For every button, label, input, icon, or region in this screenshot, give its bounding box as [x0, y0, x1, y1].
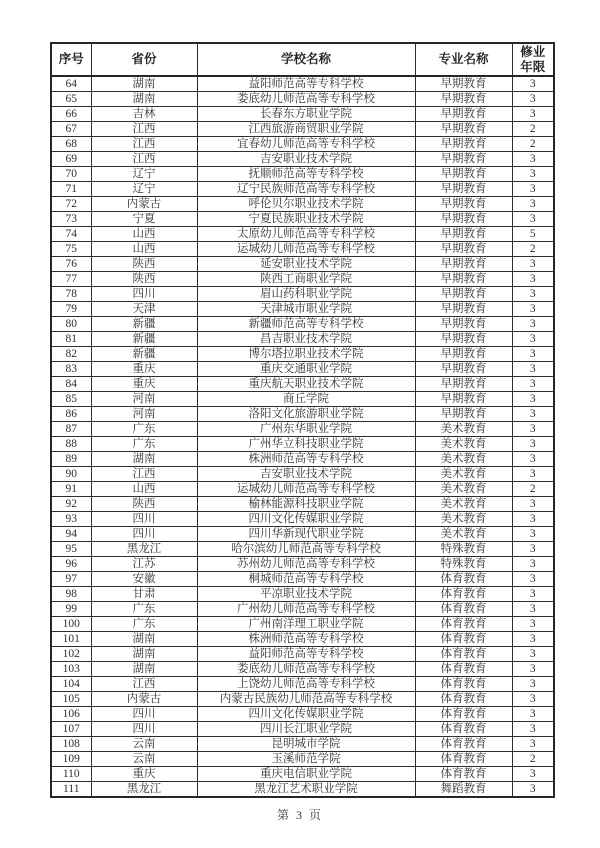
cell-years: 3 [512, 422, 554, 437]
cell-no: 75 [51, 242, 91, 257]
cell-major: 美术教育 [415, 422, 512, 437]
cell-major: 体育教育 [415, 722, 512, 737]
cell-major: 体育教育 [415, 692, 512, 707]
cell-years: 3 [512, 272, 554, 287]
cell-no: 89 [51, 452, 91, 467]
cell-province: 云南 [91, 737, 197, 752]
cell-school: 四川文化传媒职业学院 [197, 512, 415, 527]
table-row [51, 272, 554, 287]
cell-years: 3 [512, 527, 554, 542]
cell-years: 2 [512, 482, 554, 497]
cell-no: 99 [51, 602, 91, 617]
cell-major: 早期教育 [415, 167, 512, 182]
cell-years: 3 [512, 332, 554, 347]
cell-school: 榆林能源科技职业学院 [197, 497, 415, 512]
cell-major: 体育教育 [415, 707, 512, 722]
cell-school: 上饶幼儿师范高等专科学校 [197, 677, 415, 692]
cell-major: 早期教育 [415, 347, 512, 362]
table-row [51, 572, 554, 587]
cell-province: 辽宁 [91, 167, 197, 182]
cell-no: 87 [51, 422, 91, 437]
cell-no: 91 [51, 482, 91, 497]
cell-school: 广州华立科技职业学院 [197, 437, 415, 452]
cell-no: 92 [51, 497, 91, 512]
cell-province: 山西 [91, 482, 197, 497]
cell-no: 65 [51, 92, 91, 107]
cell-no: 79 [51, 302, 91, 317]
table-row [51, 377, 554, 392]
cell-province: 新疆 [91, 317, 197, 332]
cell-province: 河南 [91, 407, 197, 422]
table-row [51, 302, 554, 317]
table-row [51, 92, 554, 107]
page-number: 第 3 页 [276, 808, 323, 822]
cell-years: 3 [512, 377, 554, 392]
cell-years: 3 [512, 782, 554, 798]
cell-years: 3 [512, 76, 554, 92]
cell-major: 舞蹈教育 [415, 782, 512, 798]
table-row [51, 512, 554, 527]
cell-years: 3 [512, 302, 554, 317]
cell-major: 早期教育 [415, 152, 512, 167]
table-row [51, 692, 554, 707]
cell-no: 81 [51, 332, 91, 347]
cell-school: 四川华新现代职业学院 [197, 527, 415, 542]
cell-school: 广州东华职业学院 [197, 422, 415, 437]
cell-no: 107 [51, 722, 91, 737]
cell-school: 娄底幼儿师范高等专科学校 [197, 92, 415, 107]
cell-major: 早期教育 [415, 257, 512, 272]
table-row [51, 497, 554, 512]
table-row [51, 542, 554, 557]
cell-school: 天津城市职业学院 [197, 302, 415, 317]
cell-province: 山西 [91, 227, 197, 242]
cell-school: 株洲师范高等专科学校 [197, 632, 415, 647]
cell-province: 广东 [91, 437, 197, 452]
cell-years: 5 [512, 227, 554, 242]
cell-major: 体育教育 [415, 677, 512, 692]
cell-major: 特殊教育 [415, 542, 512, 557]
cell-major: 美术教育 [415, 512, 512, 527]
table-row [51, 587, 554, 602]
cell-years: 3 [512, 467, 554, 482]
cell-major: 早期教育 [415, 317, 512, 332]
table-row [51, 452, 554, 467]
cell-school: 昆明城市学院 [197, 737, 415, 752]
cell-no: 100 [51, 617, 91, 632]
cell-major: 早期教育 [415, 227, 512, 242]
cell-major: 早期教育 [415, 122, 512, 137]
cell-province: 广东 [91, 602, 197, 617]
cell-years: 3 [512, 362, 554, 377]
table-row [51, 212, 554, 227]
cell-school: 延安职业技术学院 [197, 257, 415, 272]
cell-province: 江西 [91, 152, 197, 167]
cell-major: 体育教育 [415, 632, 512, 647]
header-cell-province: 省份 [91, 43, 197, 76]
cell-province: 四川 [91, 707, 197, 722]
cell-years: 3 [512, 677, 554, 692]
cell-province: 山西 [91, 242, 197, 257]
header-cell-no: 序号 [51, 43, 91, 76]
cell-years: 3 [512, 107, 554, 122]
cell-years: 3 [512, 452, 554, 467]
cell-province: 吉林 [91, 107, 197, 122]
cell-no: 86 [51, 407, 91, 422]
cell-no: 70 [51, 167, 91, 182]
cell-school: 呼伦贝尔职业技术学院 [197, 197, 415, 212]
table-row [51, 392, 554, 407]
cell-province: 江西 [91, 122, 197, 137]
cell-province: 内蒙古 [91, 197, 197, 212]
cell-school: 重庆电信职业学院 [197, 767, 415, 782]
cell-no: 97 [51, 572, 91, 587]
cell-school: 益阳师范高等专科学校 [197, 647, 415, 662]
cell-major: 早期教育 [415, 107, 512, 122]
cell-province: 陕西 [91, 497, 197, 512]
cell-no: 71 [51, 182, 91, 197]
cell-years: 3 [512, 602, 554, 617]
cell-major: 美术教育 [415, 482, 512, 497]
cell-major: 早期教育 [415, 76, 512, 92]
cell-years: 3 [512, 347, 554, 362]
cell-years: 3 [512, 737, 554, 752]
cell-years: 3 [512, 587, 554, 602]
cell-years: 3 [512, 647, 554, 662]
cell-major: 早期教育 [415, 212, 512, 227]
cell-major: 美术教育 [415, 437, 512, 452]
cell-no: 102 [51, 647, 91, 662]
cell-years: 3 [512, 152, 554, 167]
table-row [51, 152, 554, 167]
cell-major: 早期教育 [415, 302, 512, 317]
cell-major: 美术教育 [415, 452, 512, 467]
cell-province: 四川 [91, 722, 197, 737]
cell-no: 66 [51, 107, 91, 122]
table-row [51, 332, 554, 347]
cell-no: 64 [51, 76, 91, 92]
table-row [51, 782, 554, 798]
cell-no: 78 [51, 287, 91, 302]
cell-years: 3 [512, 212, 554, 227]
table-row [51, 752, 554, 767]
cell-years: 3 [512, 692, 554, 707]
cell-school: 运城幼儿师范高等专科学校 [197, 482, 415, 497]
cell-major: 早期教育 [415, 392, 512, 407]
cell-school: 苏州幼儿师范高等专科学校 [197, 557, 415, 572]
cell-province: 安徽 [91, 572, 197, 587]
cell-no: 106 [51, 707, 91, 722]
cell-province: 湖南 [91, 452, 197, 467]
cell-province: 湖南 [91, 647, 197, 662]
cell-major: 早期教育 [415, 92, 512, 107]
cell-major: 体育教育 [415, 767, 512, 782]
cell-province: 湖南 [91, 632, 197, 647]
cell-school: 重庆航天职业技术学院 [197, 377, 415, 392]
cell-province: 新疆 [91, 347, 197, 362]
cell-no: 69 [51, 152, 91, 167]
cell-province: 江西 [91, 467, 197, 482]
cell-years: 3 [512, 407, 554, 422]
cell-years: 3 [512, 182, 554, 197]
cell-school: 株洲师范高等专科学校 [197, 452, 415, 467]
cell-years: 3 [512, 572, 554, 587]
cell-school: 哈尔滨幼儿师范高等专科学校 [197, 542, 415, 557]
cell-years: 3 [512, 632, 554, 647]
cell-years: 3 [512, 392, 554, 407]
cell-years: 3 [512, 662, 554, 677]
cell-years: 3 [512, 542, 554, 557]
cell-province: 河南 [91, 392, 197, 407]
cell-major: 体育教育 [415, 647, 512, 662]
header-row [51, 43, 554, 76]
cell-province: 江西 [91, 677, 197, 692]
cell-no: 82 [51, 347, 91, 362]
table-row [51, 617, 554, 632]
cell-years: 3 [512, 767, 554, 782]
cell-school: 平凉职业技术学院 [197, 587, 415, 602]
cell-years: 3 [512, 257, 554, 272]
cell-years: 3 [512, 512, 554, 527]
cell-no: 108 [51, 737, 91, 752]
table-row [51, 362, 554, 377]
table-header [51, 43, 554, 76]
header-cell-years: 修业年限 [512, 43, 554, 76]
cell-major: 体育教育 [415, 737, 512, 752]
cell-no: 93 [51, 512, 91, 527]
table-row [51, 242, 554, 257]
cell-no: 94 [51, 527, 91, 542]
cell-years: 3 [512, 497, 554, 512]
table-row [51, 107, 554, 122]
cell-major: 体育教育 [415, 752, 512, 767]
cell-school: 宜春幼儿师范高等专科学校 [197, 137, 415, 152]
cell-years: 3 [512, 92, 554, 107]
cell-no: 83 [51, 362, 91, 377]
cell-major: 美术教育 [415, 497, 512, 512]
cell-no: 90 [51, 467, 91, 482]
cell-no: 110 [51, 767, 91, 782]
table-row [51, 467, 554, 482]
cell-no: 80 [51, 317, 91, 332]
header-cell-school: 学校名称 [197, 43, 415, 76]
cell-no: 85 [51, 392, 91, 407]
table-row [51, 76, 554, 92]
cell-school: 玉溪师范学院 [197, 752, 415, 767]
cell-province: 重庆 [91, 377, 197, 392]
cell-school: 桐城师范高等专科学校 [197, 572, 415, 587]
cell-no: 105 [51, 692, 91, 707]
table-row [51, 407, 554, 422]
cell-years: 2 [512, 137, 554, 152]
cell-major: 早期教育 [415, 332, 512, 347]
cell-school: 四川文化传媒职业学院 [197, 707, 415, 722]
cell-no: 111 [51, 782, 91, 798]
cell-school: 黑龙江艺术职业学院 [197, 782, 415, 798]
cell-province: 湖南 [91, 662, 197, 677]
table-row [51, 722, 554, 737]
cell-no: 96 [51, 557, 91, 572]
cell-major: 体育教育 [415, 587, 512, 602]
cell-province: 重庆 [91, 362, 197, 377]
cell-province: 辽宁 [91, 182, 197, 197]
table-row [51, 347, 554, 362]
cell-province: 宁夏 [91, 212, 197, 227]
cell-major: 体育教育 [415, 572, 512, 587]
cell-years: 3 [512, 617, 554, 632]
cell-no: 77 [51, 272, 91, 287]
cell-major: 早期教育 [415, 362, 512, 377]
cell-province: 四川 [91, 512, 197, 527]
cell-school: 博尔塔拉职业技术学院 [197, 347, 415, 362]
cell-no: 88 [51, 437, 91, 452]
table-row [51, 167, 554, 182]
cell-no: 72 [51, 197, 91, 212]
cell-no: 95 [51, 542, 91, 557]
cell-major: 美术教育 [415, 467, 512, 482]
cell-province: 广东 [91, 617, 197, 632]
cell-school: 洛阳文化旅游职业学院 [197, 407, 415, 422]
cell-school: 运城幼儿师范高等专科学校 [197, 242, 415, 257]
cell-no: 74 [51, 227, 91, 242]
cell-province: 广东 [91, 422, 197, 437]
cell-province: 甘肃 [91, 587, 197, 602]
cell-years: 2 [512, 122, 554, 137]
cell-province: 四川 [91, 527, 197, 542]
cell-school: 长春东方职业学院 [197, 107, 415, 122]
table-row [51, 317, 554, 332]
table-row [51, 557, 554, 572]
cell-years: 3 [512, 557, 554, 572]
cell-no: 103 [51, 662, 91, 677]
cell-major: 早期教育 [415, 197, 512, 212]
cell-no: 67 [51, 122, 91, 137]
cell-province: 四川 [91, 287, 197, 302]
table-row [51, 767, 554, 782]
cell-years: 3 [512, 722, 554, 737]
cell-major: 早期教育 [415, 242, 512, 257]
table-row [51, 197, 554, 212]
cell-major: 美术教育 [415, 527, 512, 542]
table-row [51, 182, 554, 197]
table-row [51, 632, 554, 647]
cell-province: 内蒙古 [91, 692, 197, 707]
cell-years: 3 [512, 317, 554, 332]
cell-major: 早期教育 [415, 272, 512, 287]
cell-province: 黑龙江 [91, 782, 197, 798]
cell-major: 早期教育 [415, 287, 512, 302]
cell-province: 陕西 [91, 272, 197, 287]
cell-no: 76 [51, 257, 91, 272]
cell-school: 吉安职业技术学院 [197, 152, 415, 167]
cell-school: 商丘学院 [197, 392, 415, 407]
cell-province: 新疆 [91, 332, 197, 347]
cell-no: 101 [51, 632, 91, 647]
cell-major: 体育教育 [415, 662, 512, 677]
cell-school: 眉山药科职业学院 [197, 287, 415, 302]
table-row [51, 647, 554, 662]
table-row [51, 227, 554, 242]
cell-years: 3 [512, 707, 554, 722]
cell-years: 3 [512, 437, 554, 452]
table-row [51, 122, 554, 137]
cell-years: 3 [512, 197, 554, 212]
cell-school: 四川长江职业学院 [197, 722, 415, 737]
table-row [51, 527, 554, 542]
table-row [51, 257, 554, 272]
table-row [51, 437, 554, 452]
table-row [51, 662, 554, 677]
cell-province: 湖南 [91, 76, 197, 92]
cell-province: 云南 [91, 752, 197, 767]
cell-major: 早期教育 [415, 407, 512, 422]
cell-school: 江西旅游商贸职业学院 [197, 122, 415, 137]
cell-school: 辽宁民族师范高等专科学校 [197, 182, 415, 197]
cell-school: 内蒙古民族幼儿师范高等专科学校 [197, 692, 415, 707]
table-row [51, 707, 554, 722]
cell-province: 江苏 [91, 557, 197, 572]
cell-school: 太原幼儿师范高等专科学校 [197, 227, 415, 242]
cell-school: 吉安职业技术学院 [197, 467, 415, 482]
school-major-table [50, 42, 555, 798]
table-row [51, 482, 554, 497]
header-cell-major: 专业名称 [415, 43, 512, 76]
cell-school: 宁夏民族职业技术学院 [197, 212, 415, 227]
cell-years: 2 [512, 752, 554, 767]
cell-school: 抚顺师范高等专科学校 [197, 167, 415, 182]
cell-province: 天津 [91, 302, 197, 317]
cell-no: 68 [51, 137, 91, 152]
cell-school: 重庆交通职业学院 [197, 362, 415, 377]
cell-major: 早期教育 [415, 182, 512, 197]
table-row [51, 677, 554, 692]
cell-major: 体育教育 [415, 617, 512, 632]
cell-school: 陕西工商职业学院 [197, 272, 415, 287]
cell-school: 新疆师范高等专科学校 [197, 317, 415, 332]
cell-school: 昌吉职业技术学院 [197, 332, 415, 347]
cell-province: 重庆 [91, 767, 197, 782]
table-body [51, 76, 554, 797]
cell-school: 益阳师范高等专科学校 [197, 76, 415, 92]
cell-years: 2 [512, 242, 554, 257]
table-row [51, 137, 554, 152]
cell-no: 98 [51, 587, 91, 602]
cell-no: 104 [51, 677, 91, 692]
cell-major: 早期教育 [415, 377, 512, 392]
cell-province: 黑龙江 [91, 542, 197, 557]
table-row [51, 422, 554, 437]
cell-no: 84 [51, 377, 91, 392]
table-row [51, 287, 554, 302]
cell-school: 广州南洋理工职业学院 [197, 617, 415, 632]
cell-no: 73 [51, 212, 91, 227]
cell-school: 娄底幼儿师范高等专科学校 [197, 662, 415, 677]
cell-province: 江西 [91, 137, 197, 152]
cell-province: 陕西 [91, 257, 197, 272]
cell-school: 广州幼儿师范高等专科学校 [197, 602, 415, 617]
cell-major: 体育教育 [415, 602, 512, 617]
cell-years: 3 [512, 287, 554, 302]
table-row [51, 602, 554, 617]
cell-years: 3 [512, 167, 554, 182]
cell-province: 湖南 [91, 92, 197, 107]
cell-major: 早期教育 [415, 137, 512, 152]
table-row [51, 737, 554, 752]
cell-major: 特殊教育 [415, 557, 512, 572]
cell-no: 109 [51, 752, 91, 767]
